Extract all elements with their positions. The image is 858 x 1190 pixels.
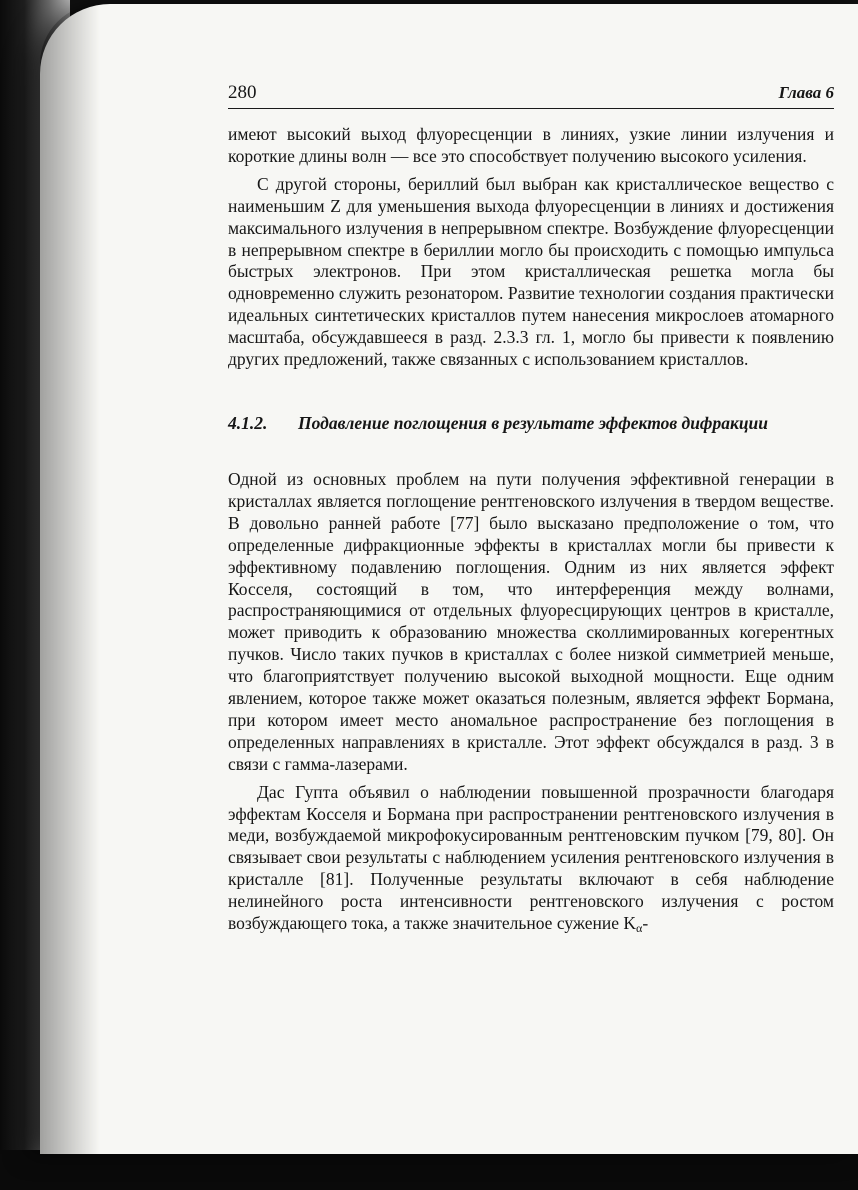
chapter-label: Глава 6 [778,83,834,102]
page-content [228,82,834,940]
section-heading [228,412,834,435]
running-header [228,82,834,109]
paragraph-4-hyphen: - [642,913,649,934]
paragraph-3: Одной из основных проблем на пути получения эффективной генерации в кристаллах является поглощение рентгеновского излучения в твердом веществе. В довольно ранней работе [77] было высказано предположение о том, что определенные дифракционные эффекты в кристаллах могли бы привести к эффективному подавлению поглощения. Одним из них является эффект Косселя, состоящий в том, что интерференция между волнами, распространяющимися от отдельных флуоресцирующих центров в кристалле, может приводить к образованию множества сколлимированных когерентных пучков. Число таких пучков в кристаллах с более низкой симметрией меньше, что благоприятствует получению высокой выходной мощности. Еще одним явлением, которое также может оказаться полезным, является эффект Бормана, при котором имеет место аномальное распространение без поглощения в определенных направлениях в кристалле. Этот эффект обсуждался в разд. 3 в связи с гамма-лазерами. [228,468,834,774]
section-title: Подавление поглощения в результате эффектов дифракции [298,412,769,433]
paragraph-1: имеют высокий выход флуоресценции в линиях, узкие линии излучения и короткие длины волн — все это способствует получению высокого усиления. [228,124,834,166]
alpha-subscript: α [636,921,643,936]
paragraph-4 [228,782,834,940]
paragraph-2: С другой стороны, бериллий был выбран как кристаллическое вещество с наименьшим Z для уменьшения выхода флуоресценции в линиях и достижения максимального излучения в непрерывном спектре. Возбуждение флуоресценции в непрерывном спектре в бериллии могло бы происходить с помощью импульса быстрых электронов. При этом кристаллическая решетка могла бы одновременно служить резонатором. Развитие технологии создания практически идеальных синтетических кристаллов путем нанесения микрослоев атомарного масштаба, обсуждавшееся в разд. 2.3.3 гл. 1, могло бы привести к появлению других предложений, также связанных с использованием кристаллов. [228,173,834,370]
section-number: 4.1.2. [228,412,268,433]
page-number: 280 [228,82,257,103]
paragraph-4-text: Дас Гупта объявил о наблюдении повышенной прозрачности благодаря эффектам Косселя и Бормана при распространении рентгеновского излучения в меди, возбуждаемой микрофокусированным рентгеновским пучком [79, 80]. Он связывает свои результаты с наблюдением усиления рентгеновского излучения в кристалле [81]. Полученные результаты включают в себя наблюдение нелинейного роста интенсивности рентгеновского излучения с ростом возбуждающего тока, а также значительное сужение K [228,781,834,934]
scanner-background-bottom [0,1150,858,1190]
